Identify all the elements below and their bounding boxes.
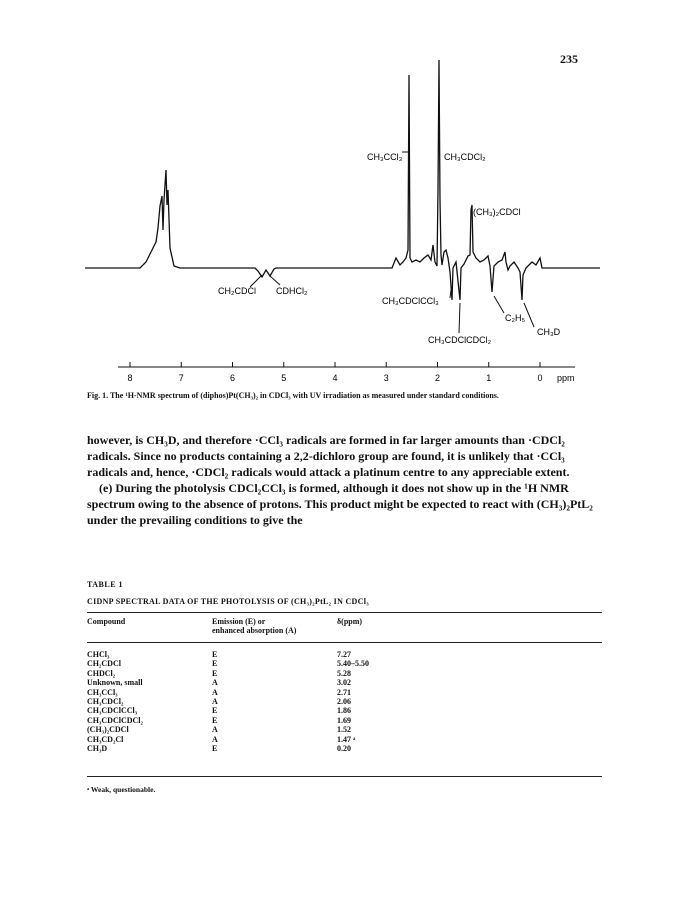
x-axis-tick-label: 5: [281, 373, 287, 383]
table-footnote: ᵃ Weak, questionable.: [87, 785, 156, 794]
table-row: [87, 650, 602, 659]
table-row: [87, 735, 602, 744]
table-title: CIDNP SPECTRAL DATA OF THE PHOTOLYSIS OF (CH₃)₂PtL₂ IN CDCl₃: [87, 597, 369, 606]
cell-compound: CH₃CDClCDCl₂: [87, 715, 143, 725]
peak-label-c2h5: C₂H₅: [505, 313, 526, 323]
peak-label-ch3cdclcdcl2: CH₃CDClCDCl₂: [428, 335, 492, 345]
x-axis-tick-label: 2: [434, 373, 441, 383]
body-paragraph: (e) During the photolysis CDCl₂CCl₃ is formed, although it does not show up in the ¹H NMR spectrum owing to the absence of protons. This product might be expected to react with (CH₃)₂PtL₂ under the prevailing conditions to give the: [87, 481, 593, 527]
x-axis-tick-label: 6: [229, 373, 236, 383]
page-number: 235: [560, 52, 578, 66]
cell-compound: CH₃D: [87, 743, 108, 753]
x-axis-tick-label: 4: [332, 373, 338, 383]
cell-shift: 1.69: [337, 715, 351, 725]
table-header-emission-line2: enhanced absorption (A): [212, 626, 297, 635]
x-axis-tick-label: 0: [537, 373, 543, 383]
spectrum-trace: [85, 60, 600, 300]
cell-shift: 1.47 ᵃ: [337, 734, 356, 744]
cell-shift: 2.06: [337, 696, 351, 706]
cell-shift: 5.28: [337, 668, 351, 678]
x-axis-ticks: [127, 362, 542, 383]
cell-compound: (CH₃)₂CDCl: [87, 725, 129, 735]
cell-compound: Unknown, small: [87, 678, 143, 688]
table-header-emission-line1: Emission (E) or: [212, 617, 266, 626]
table-header-shift: δ(ppm): [337, 617, 363, 626]
x-axis-tick-label: 1: [486, 373, 492, 383]
cell-shift: 1.86: [337, 706, 351, 716]
cell-emission: A: [212, 734, 218, 744]
cell-shift: 1.52: [337, 725, 351, 735]
peak-label-leader: [494, 296, 504, 313]
peak-label-leader: [524, 303, 534, 327]
cell-shift: 3.02: [337, 678, 351, 688]
cell-emission: E: [212, 706, 218, 716]
x-axis-tick-label: 7: [178, 373, 184, 383]
cell-compound: CH₃CCl₃: [87, 687, 118, 697]
table-row: [87, 678, 602, 687]
cell-compound: CH₃CDClCCl₃: [87, 706, 138, 716]
cell-emission: E: [212, 659, 218, 669]
cell-emission: E: [212, 668, 218, 678]
peak-label-leader: [459, 303, 460, 333]
peak-label-leader: [250, 275, 262, 287]
cell-shift: 7.27: [337, 650, 351, 659]
table-label: TABLE 1: [87, 580, 124, 589]
peak-label-ch2cdcl: CH₂CDCl: [218, 286, 256, 296]
x-axis-tick-label: 3: [383, 373, 389, 383]
nmr-spectrum-figure: [0, 0, 680, 390]
body-paragraph: however, is CH₃D, and therefore ·CCl₃ radicals are formed in far larger amounts than ·CDCl₂ radicals. Since no products containing a 2,2-dichloro group are found, it is unlikely that ·CCl₃ radicals and, hence, ·CDCl₂ radicals would attack a platinum centre to any appreciable extent.: [87, 433, 570, 479]
cell-emission: A: [212, 696, 218, 706]
table-row: [87, 688, 602, 697]
peak-label-ch32cdcl: (CH₃)₂CDCl: [473, 207, 521, 217]
cell-compound: CHCl₃: [87, 650, 110, 659]
table-bottom-rule: [87, 776, 602, 777]
table-header-emission: [212, 617, 296, 635]
cell-emission: E: [212, 715, 218, 725]
cell-shift: 5.40–5.50: [337, 659, 369, 669]
cell-emission: A: [212, 687, 218, 697]
peak-label-leader: [450, 290, 451, 298]
cell-emission: E: [212, 743, 218, 753]
table-row: [87, 744, 602, 753]
table-row: [87, 706, 602, 715]
table-top-rule: [87, 612, 602, 613]
peak-label-leader: [270, 276, 280, 285]
body-text: [87, 432, 607, 528]
peak-label-ch3d: CH₃D: [537, 327, 561, 337]
table-header-compound: Compound: [87, 617, 126, 626]
x-axis-tick-label: 8: [127, 373, 133, 383]
cell-shift: 0.20: [337, 743, 351, 753]
table-row: [87, 669, 602, 678]
table-row: [87, 659, 602, 668]
table-header-rule: [87, 642, 602, 643]
peak-label-ch3cdcl2: CH₃CDCl₂: [444, 152, 486, 162]
cell-compound: CH₃CD₂Cl: [87, 734, 124, 744]
peak-label-cdhcl2: CDHCl₂: [276, 286, 308, 296]
table-row: [87, 725, 602, 734]
table-row: [87, 716, 602, 725]
table-body: [87, 650, 602, 753]
cell-compound: CH₃CDCl₂: [87, 696, 124, 706]
cell-emission: E: [212, 650, 218, 659]
cell-compound: CH₂CDCl: [87, 659, 121, 669]
x-axis-unit: ppm: [557, 373, 575, 383]
cell-emission: A: [212, 725, 218, 735]
peak-label-ch3ccl3: CH₃CCl₃: [367, 152, 403, 162]
table-row: [87, 697, 602, 706]
cell-emission: A: [212, 678, 218, 688]
cell-shift: 2.71: [337, 687, 351, 697]
peak-label-ch3cdclccl3: CH₃CDClCCl₃: [382, 296, 439, 306]
cell-compound: CHDCl₂: [87, 668, 116, 678]
figure-caption: Fig. 1. The ¹H-NMR spectrum of (diphos)Pt(CH₃)₂ in CDCl₃ with UV irradiation as measured under standard conditions.: [87, 391, 499, 400]
